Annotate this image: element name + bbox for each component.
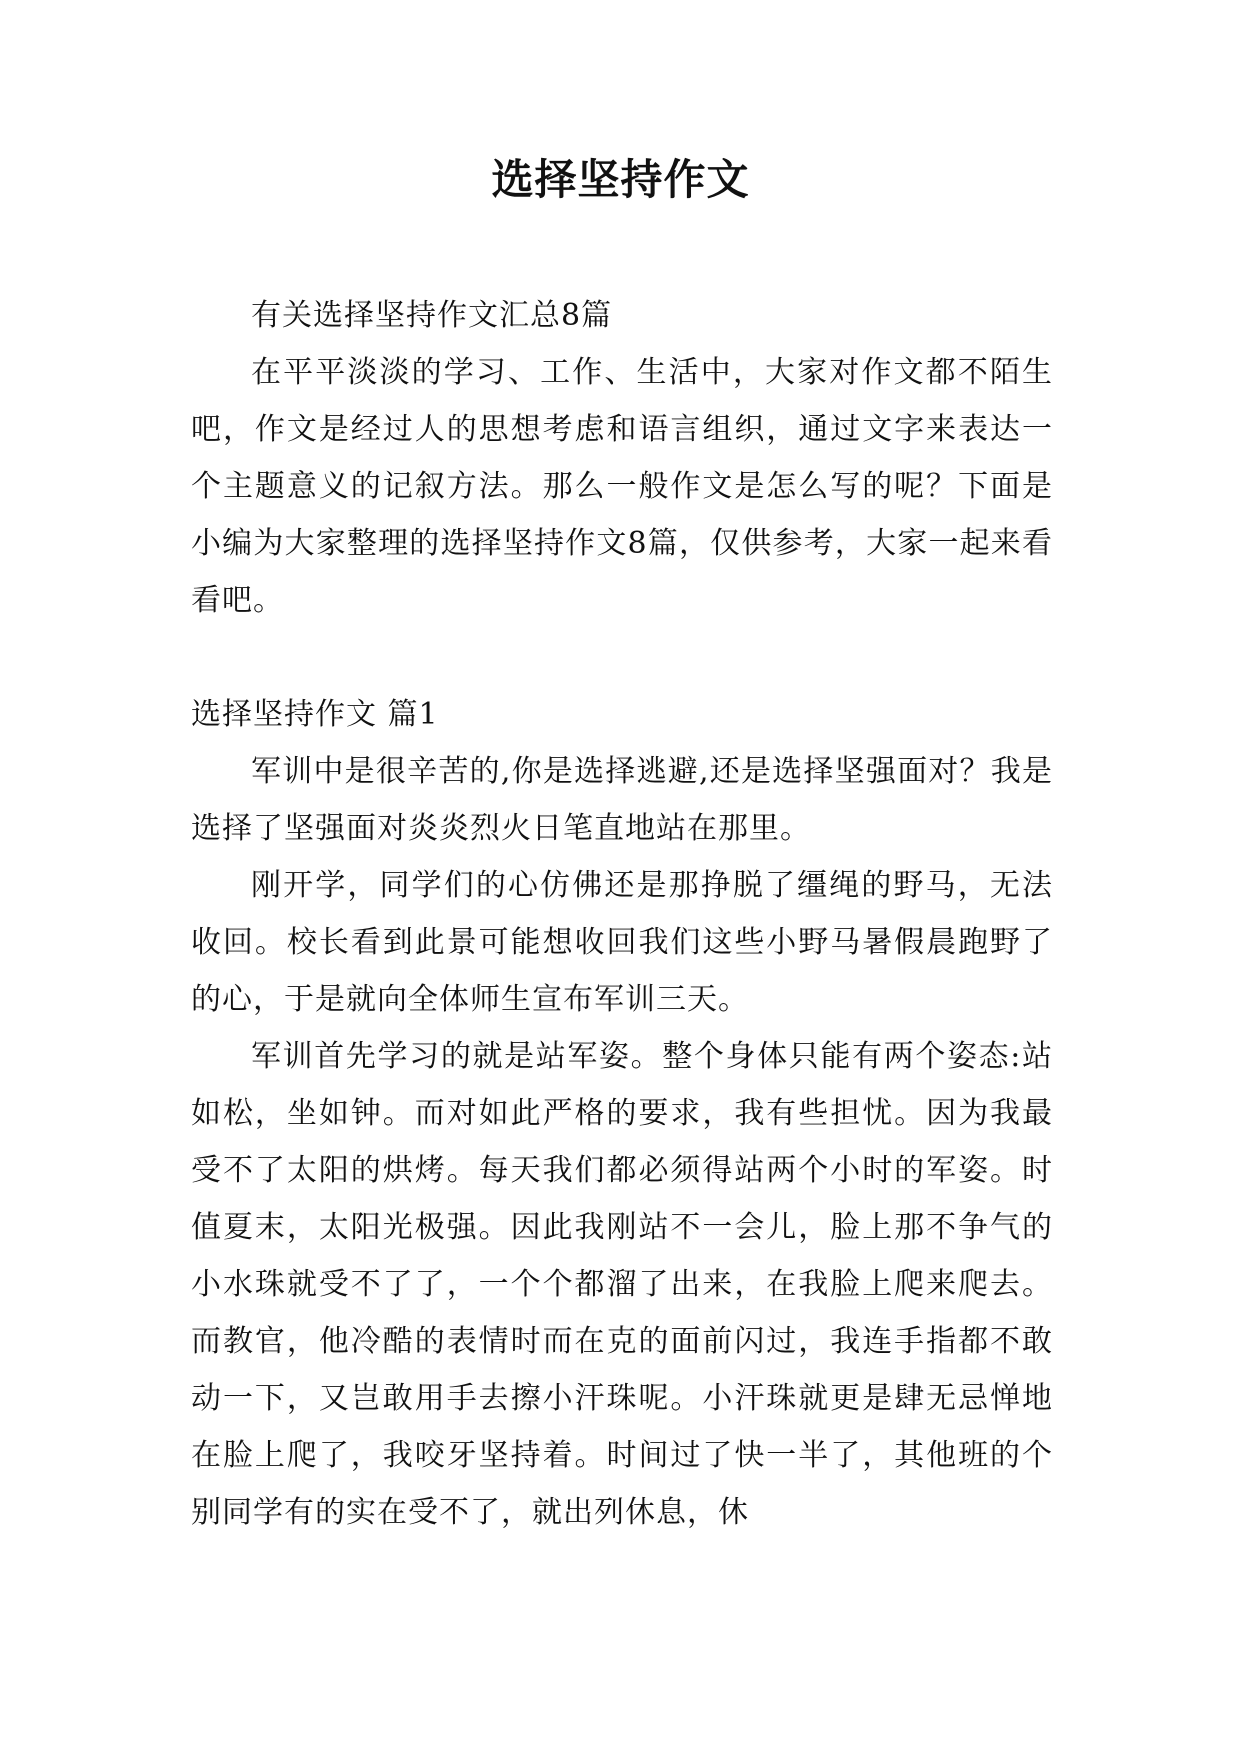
essay-paragraph: 刚开学，同学们的心仿佛还是那挣脱了缰绳的野马，无法收回。校长看到此景可能想收回我们这些小野马暑假晨跑野了的心，于是就向全体师生宣布军训三天。 [191,868,1053,1017]
essay-heading: 选择坚持作文 篇1 [191,697,439,732]
essay-paragraph: 军训中是很辛苦的,你是选择逃避,还是选择坚强面对？我是选择了坚强面对炎炎烈火日笔直地站在那里。 [191,754,1053,846]
document-title: 选择坚持作文 [491,155,750,204]
summary-line: 有关选择坚持作文汇总8篇 [251,298,613,333]
intro-paragraph: 在平平淡淡的学习、工作、生活中，大家对作文都不陌生吧，作文是经过人的思想考虑和语言组织，通过文字来表达一个主题意义的记叙方法。那么一般作文是怎么写的呢？下面是小编为大家整理的选择坚持作文8篇，仅供参考，大家一起来看看吧。 [191,355,1053,618]
document-body [191,287,1053,1541]
essay-paragraph: 军训首先学习的就是站军姿。整个身体只能有两个姿态:站如松，坐如钟。而对如此严格的要求，我有些担忧。因为我最受不了太阳的烘烤。每天我们都必须得站两个小时的军姿。时值夏末，太阳光极强。因此我刚站不一会儿，脸上那不争气的小水珠就受不了了，一个个都溜了出来，在我脸上爬来爬去。而教官，他冷酷的表情时而在克的面前闪过，我连手指都不敢动一下，又岂敢用手去擦小汗珠呢。小汗珠就更是肆无忌惮地在脸上爬了，我咬牙坚持着。时间过了快一半了，其他班的个别同学有的实在受不了，就出列休息，休 [191,1039,1053,1530]
